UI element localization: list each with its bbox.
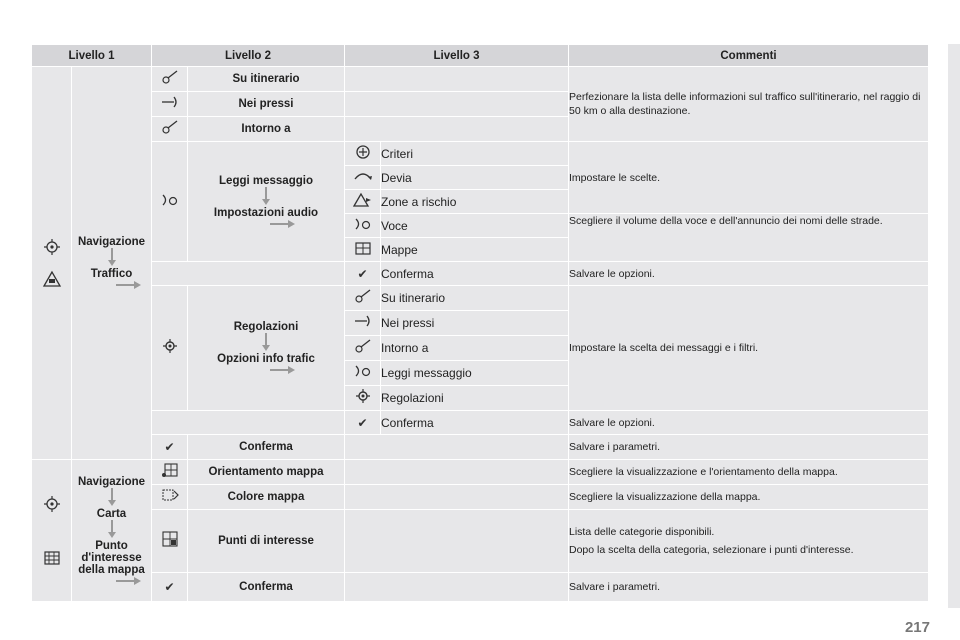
settings-icon [345, 386, 381, 411]
message-comment-2: Scegliere il volume della voce e dell'annuncio dei nomi delle strade. [569, 214, 929, 262]
poi-map-label: Punto d'interesse della mappa [78, 539, 145, 576]
header-level1: Livello 1 [32, 45, 152, 67]
table-row [32, 435, 929, 460]
filter-route[interactable]: Su itinerario [381, 286, 569, 311]
map-color-comment: Scegliere la visualizzazione della mappa. [569, 485, 929, 510]
traffic-confirm-comment: Salvare i parametri. [569, 435, 929, 460]
header-row [32, 45, 929, 67]
settings-confirm-comment: Salvare le opzioni. [569, 411, 929, 435]
map-orientation-label[interactable]: Orientamento mappa [188, 460, 345, 485]
down-arrow-icon [107, 520, 117, 540]
route-icon [345, 286, 381, 311]
map-confirm-label[interactable]: Conferma [188, 573, 345, 602]
header-level2: Livello 2 [152, 45, 345, 67]
option-detour[interactable]: Devia [381, 166, 569, 190]
table-row [32, 460, 929, 485]
map-color-label[interactable]: Colore mappa [188, 485, 345, 510]
header-comments: Commenti [569, 45, 929, 67]
map-color-icon [152, 485, 188, 510]
traffic-nearby-label[interactable]: Nei pressi [188, 92, 345, 117]
read-message-cell [188, 142, 345, 262]
filter-settings[interactable]: Regolazioni [381, 386, 569, 411]
detour-icon [345, 166, 381, 190]
poi-comment-2: Dopo la scelta della categoria, selezionare i punti d'interesse. [569, 544, 854, 556]
poi-comment [569, 510, 929, 573]
nearby-icon [345, 311, 381, 336]
down-arrow-icon [261, 187, 271, 207]
map-orientation-comment: Scegliere la visualizzazione e l'orientamento della mappa. [569, 460, 929, 485]
navigation-label: Navigazione [77, 475, 146, 488]
option-maps[interactable]: Mappe [381, 238, 569, 262]
check-icon: ✔ [152, 573, 188, 602]
map-confirm-comment: Salvare i parametri. [569, 573, 929, 602]
filter-read-message[interactable]: Leggi messaggio [381, 361, 569, 386]
poi-icon [152, 510, 188, 573]
criteria-icon [345, 142, 381, 166]
header-level3: Livello 3 [345, 45, 569, 67]
settings-cell [188, 286, 345, 411]
down-arrow-icon [107, 248, 117, 268]
table-row [32, 510, 929, 573]
traffic-icon [42, 270, 62, 288]
menu-table [31, 44, 929, 602]
table-row [32, 286, 929, 311]
check-icon: ✔ [345, 262, 381, 286]
option-confirm[interactable]: Conferma [381, 262, 569, 286]
traffic-info-comment: Perfezionare la lista delle informazioni sul traffico sull'itinerario, nel raggio di 50 km o alla destinazione. [569, 67, 929, 142]
settings-confirm[interactable]: Conferma [381, 411, 569, 435]
right-arrow-icon [116, 280, 142, 290]
route-icon [152, 67, 188, 92]
settings-comment: Impostare la scelta dei messaggi e i filtri. [569, 286, 929, 411]
option-criteria[interactable]: Criteri [381, 142, 569, 166]
level1-icons-traffic [32, 67, 72, 460]
check-icon: ✔ [345, 411, 381, 435]
navigation-label: Navigazione [77, 236, 146, 248]
message-confirm-comment: Salvare le opzioni. [569, 262, 929, 286]
poi-label[interactable]: Punti di interesse [188, 510, 345, 573]
filter-nearby[interactable]: Nei pressi [381, 311, 569, 336]
table-row [32, 262, 929, 286]
voice-icon [152, 142, 188, 262]
traffic-label: Traffico [90, 268, 133, 280]
right-arrow-icon [270, 219, 296, 229]
page-number: 217 [904, 619, 930, 636]
table-row [32, 142, 929, 166]
level1-labels-traffic [72, 67, 152, 460]
down-arrow-icon [107, 488, 117, 508]
option-risk-zones[interactable]: Zone a rischio [381, 190, 569, 214]
risk-zone-icon [345, 190, 381, 214]
level1-labels-map [72, 460, 152, 602]
map-label: Carta [96, 507, 127, 520]
voice-icon [345, 361, 381, 386]
navigation-icon [42, 238, 62, 256]
poi-comment-1: Lista delle categorie disponibili. [569, 526, 715, 538]
table-row [32, 573, 929, 602]
table-row [32, 485, 929, 510]
right-arrow-icon [116, 576, 142, 586]
message-comment-1: Impostare le scelte. [569, 142, 929, 214]
right-arrow-icon [270, 365, 296, 375]
table-row [32, 67, 929, 92]
traffic-confirm-label[interactable]: Conferma [188, 435, 345, 460]
down-arrow-icon [261, 333, 271, 353]
traffic-route-label[interactable]: Su itinerario [188, 67, 345, 92]
traffic-options-label[interactable]: Opzioni info trafic [217, 353, 315, 365]
table-row [32, 411, 929, 435]
navigation-icon [42, 495, 62, 513]
map-icon [345, 238, 381, 262]
audio-settings-label[interactable]: Impostazioni audio [213, 206, 319, 219]
option-voice[interactable]: Voce [381, 214, 569, 238]
nearby-icon [152, 92, 188, 117]
around-icon [345, 336, 381, 361]
map-orientation-icon [152, 460, 188, 485]
voice-icon [345, 214, 381, 238]
settings-icon [152, 286, 188, 411]
side-tab [948, 44, 960, 608]
traffic-around-label[interactable]: Intorno a [188, 117, 345, 142]
settings-label[interactable]: Regolazioni [233, 321, 299, 333]
check-icon: ✔ [152, 435, 188, 460]
read-message-label[interactable]: Leggi messaggio [219, 174, 313, 187]
level1-icons-map [32, 460, 72, 602]
filter-around[interactable]: Intorno a [381, 336, 569, 361]
around-icon [152, 117, 188, 142]
map-grid-icon [42, 549, 62, 567]
